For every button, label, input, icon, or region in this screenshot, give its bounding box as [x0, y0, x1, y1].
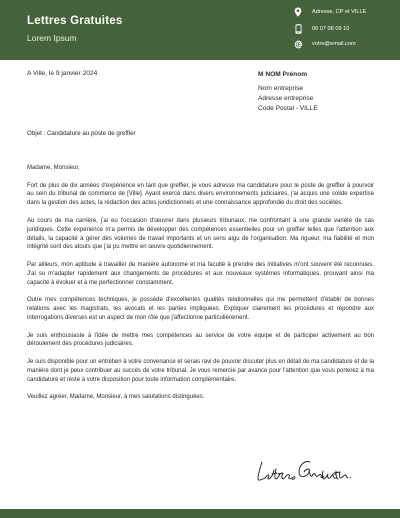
letter-paragraph: Outre mes compétences techniques, je possède d'excellentes qualités relationnelles qui me permettent d'établir de bonnes relations avec les magistrats, les avocats et les parties impliquées. Expliquer clairement les procédures et répondre aux interrogations diverses est un aspect de mon rôle que j'affectionne particulièrement. — [27, 297, 374, 321]
letter-paragraph: Au cours de ma carrière, j'ai eu l'occasion d'œuvrer dans plusieurs tribunaux, me confrontant à une grande variété de cas juridiques. Cette expérience m'a permis de développer des compétences essentielles pour un greffier telles que l'attention aux détails, la capacité à gérer des volumes de travail importants et un sens aigu de l'organisation. Ma rigueur, ma fiabilité et mon intégrité sont des atouts que j'ai pu mettre en œuvre quotidiennement. — [27, 217, 374, 251]
letter-paragraph: Je suis disponible pour un entretien à votre convenance et serais ravi de pouvoir discuter plus en détail de ma candidature et de la manière dont je peux contribuer au succès de votre tribunal. Je vous remercie par avance pour l'attention que vous porterez à ma candidature et reste à votre disposition pour toute information complémentaire. — [27, 359, 374, 383]
contact-phone — [293, 23, 349, 35]
contact-email-text: votre@email.com — [312, 41, 356, 47]
recipient-address: Adresse entreprise — [258, 94, 314, 102]
letter-subject: Objet : Candidature au poste de greffier — [27, 130, 136, 137]
letter-paragraph: Par ailleurs, mon aptitude à travailler de manière autonome et ma faculté à prendre des initiatives m'ont souvent été reconnues. J'ai su m'adapter rapidement aux changements de procédures et aux nouveaux systèmes informatiques, prouvant ainsi ma capacité à évoluer et à me perfectionner constamment. — [27, 262, 374, 286]
recipient-name: M NOM Prénom — [258, 71, 308, 78]
letter-paragraph: Fort de plus de dix années d'expérience en tant que greffier, je vous adresse ma candidature pour le poste de greffier à pourvoir au sein du tribunal de commerce de [Ville]. Ayant exercé dans divers environnements judiciaires, j'ai acquis une solide expertise dans la gestion des actes, la rédaction des actes juridictionnels et une connaissance approfondie du droit des sociétés. — [27, 182, 374, 207]
header-banner — [0, 0, 400, 60]
letter-date: A Ville, le 9 janvier 2024 — [27, 70, 98, 77]
phone-icon — [293, 24, 303, 34]
location-pin-icon — [293, 7, 303, 17]
handwritten-signature — [254, 450, 354, 486]
letter-closing: Veuillez agréer, Madame, Monsieur, à mes salutations distinguées. — [27, 394, 205, 401]
recipient-company: Nom entreprise — [258, 84, 304, 92]
brand-title: Lettres Gratuites — [27, 15, 123, 27]
letter-body — [27, 164, 374, 402]
recipient-block — [258, 70, 318, 114]
letter-paragraph: Je suis enthousiaste à l'idée de mettre mes compétences au service de votre équipe et de participer activement au bon déroulement des procédures judiciaires. — [27, 332, 374, 348]
at-sign-icon — [293, 39, 303, 49]
contact-address-text: Adresse, CP et VILLE — [312, 9, 367, 15]
brand-subtitle: Lorem Ipsum — [27, 33, 77, 43]
letter-salutation: Madame, Monsieur, — [27, 165, 80, 171]
contact-phone-text: 06 07 08 09 10 — [312, 26, 350, 32]
contact-address — [293, 6, 366, 18]
footer-bar — [0, 509, 400, 518]
contact-email — [293, 38, 356, 50]
recipient-postal-city: Code Postal - VILLE — [258, 105, 318, 113]
